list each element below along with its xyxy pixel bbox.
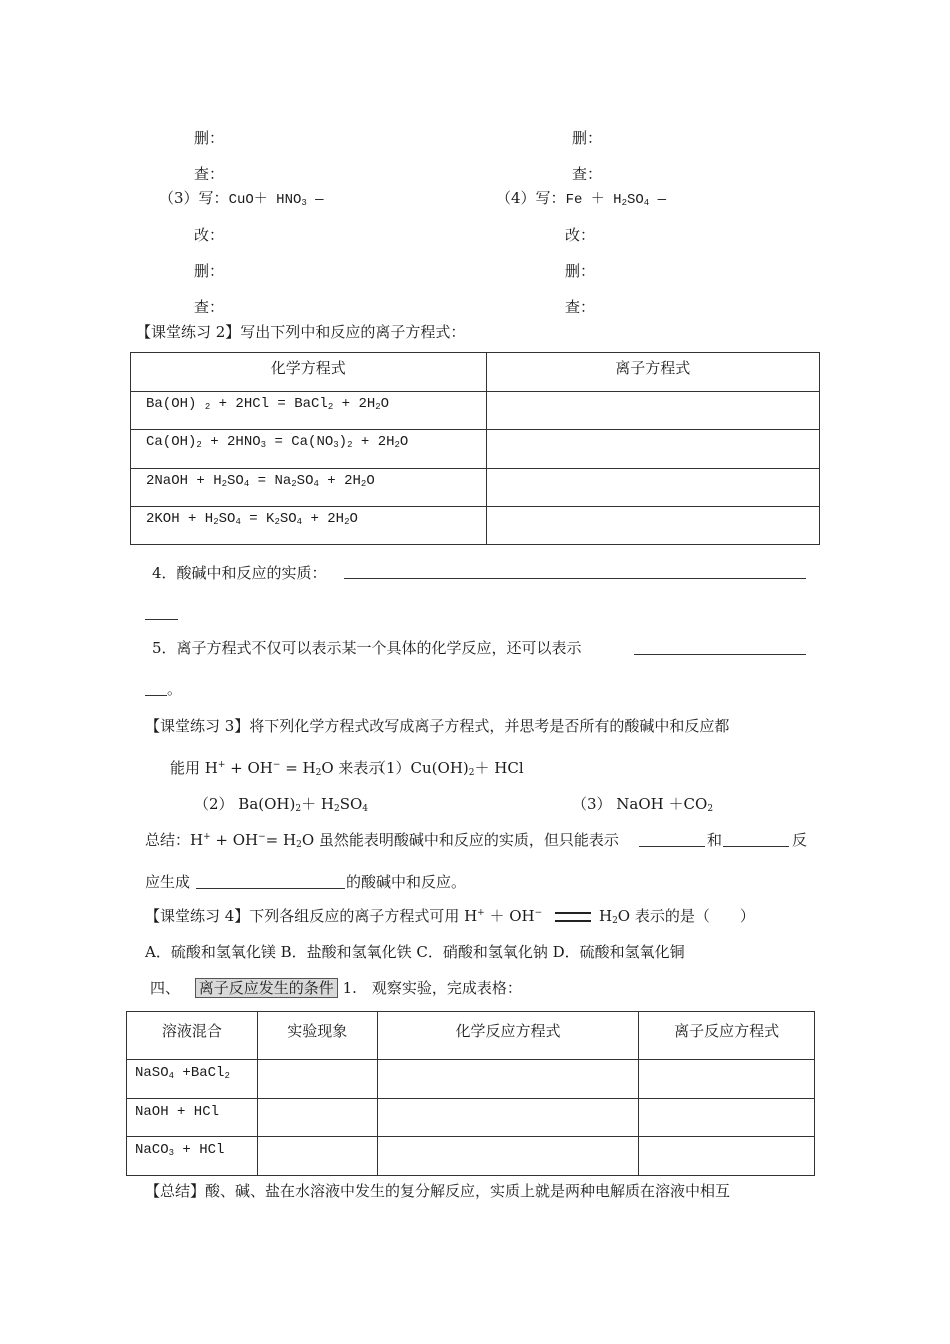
experiment-table (126, 1011, 815, 1176)
item-4-write-label: 写： (535, 189, 566, 207)
summary-line-2-end: 的酸碱中和反应。 (346, 873, 467, 891)
question-5-end: 。 (167, 680, 183, 698)
double-line-equals (555, 912, 591, 922)
summary-fan: 反 (792, 831, 808, 849)
ion-cell-1[interactable] (639, 1060, 815, 1099)
header-ionic-equation: 离子反应方程式 (639, 1012, 815, 1060)
op-delete-left-1: 删： (194, 129, 225, 147)
question-4: 4．酸碱中和反应的实质： (152, 564, 327, 582)
op-change-left: 改： (194, 226, 225, 244)
table-header-ionic-equation: 离子方程式 (486, 353, 819, 392)
question-4-blank-cont[interactable] (145, 619, 178, 620)
chem-cell-3[interactable] (377, 1137, 639, 1176)
op-check-right-1: 查： (572, 165, 603, 183)
exercise-3-part-3: （3） NaOH $+CO_2$ (572, 795, 714, 814)
answer-cell-1[interactable] (486, 392, 819, 430)
ion-cell-2[interactable] (639, 1099, 815, 1137)
op-change-right: 改： (565, 226, 596, 244)
answer-cell-3[interactable] (486, 469, 819, 507)
item-3-number: （3） (159, 189, 199, 207)
header-phenomenon: 实验现象 (257, 1012, 377, 1060)
exercise-2-table (130, 352, 820, 545)
table-header-chemical-equation: 化学方程式 (131, 353, 487, 392)
exercise-4-options: A．硫酸和氢氧化镁 B．盐酸和氢氧化铁 C．硝酸和氢氧化钠 D．硫酸和氢氧化铜 (145, 943, 685, 961)
item-3-equation: $CuO+ HNO_3$ — (228, 192, 324, 208)
equation-row-2: $Ca(OH)_2 + 2HNO_3 = Ca(NO_3)_2 + 2H_2O$ (131, 430, 487, 469)
exercise-3-title: 【课堂练习 3】将下列化学方程式改写成离子方程式，并思考是否所有的酸碱中和反应都 (145, 717, 730, 735)
ion-cell-3[interactable] (639, 1137, 815, 1176)
chem-cell-1[interactable] (377, 1060, 639, 1099)
phenomenon-cell-2[interactable] (257, 1099, 377, 1137)
equation-row-4: $2KOH + H_2SO_4 = K_2SO_4 + 2H_2O$ (131, 507, 487, 545)
summary-line-1: 总结：$H^+ + OH^-= H_2O$ 虽然能表明酸碱中和反应的实质，但只能表示 (145, 831, 619, 850)
item-4-number: （4） (496, 189, 536, 207)
question-5-blank-cont[interactable] (145, 695, 167, 696)
header-chemical-equation: 化学反应方程式 (377, 1012, 639, 1060)
op-check-left-1: 查： (194, 165, 225, 183)
answer-cell-4[interactable] (486, 507, 819, 545)
exercise-3-line-2: 能用 $H^+ + OH^- = H_2O$ 来表示 (170, 759, 384, 778)
answer-cell-2[interactable] (486, 430, 819, 469)
equation-row-1: Ba(OH) $_2$ + 2HCl = BaCl$_2$ + $2H_2O$ (131, 392, 487, 430)
item-3-line (159, 188, 324, 210)
question-5-blank[interactable] (634, 654, 806, 655)
exercise-2-title: 【课堂练习 2】写出下列中和反应的离子方程式： (136, 323, 466, 341)
section-4-number: 四、 (150, 979, 181, 997)
mix-row-1: NaSO$_4$ +BaCl$_2$ (127, 1060, 258, 1099)
chem-cell-2[interactable] (377, 1099, 639, 1137)
item-4-line (496, 188, 666, 210)
question-5: 5．离子方程式不仅可以表示某一个具体的化学反应，还可以表示 (152, 639, 582, 657)
summary-blank-3[interactable] (196, 888, 345, 889)
section-4-instruction: 1. 观察实验，完成表格： (342, 979, 522, 997)
equation-row-3: 2NaOH + $H_2SO_4 = Na_2SO_4 + 2H_2O$ (131, 469, 487, 507)
item-3-write-label: 写： (198, 189, 229, 207)
exercise-3-part-2: （2） $Ba(OH)_2+ H_2SO_4$ (194, 795, 369, 814)
item-4-equation: $Fe + H_2SO_4$ — (565, 192, 667, 208)
section-4-heading (150, 978, 522, 998)
header-solution-mix: 溶液混合 (127, 1012, 258, 1060)
exercise-3-part-1: $(1)Cu(OH)_2+$ HCl (371, 759, 524, 778)
summary-blank-1[interactable] (639, 846, 705, 847)
phenomenon-cell-3[interactable] (257, 1137, 377, 1176)
op-check-left-2: 查： (194, 298, 225, 316)
op-delete-right-2: 删： (565, 262, 596, 280)
mix-row-2: NaOH + HCl (127, 1099, 258, 1137)
final-summary: 【总结】酸、碱、盐在水溶液中发生的复分解反应，实质上就是两种电解质在溶液中相互 (145, 1182, 731, 1200)
question-4-blank[interactable] (344, 578, 806, 579)
section-4-highlight: 离子反应发生的条件 (195, 978, 338, 998)
summary-line-2-start: 应生成 (145, 873, 191, 891)
phenomenon-cell-1[interactable] (257, 1060, 377, 1099)
summary-blank-2[interactable] (723, 846, 789, 847)
exercise-4-title: 【课堂练习 4】下列各组反应的离子方程式可用 H+ ＋ OH− $H_2O$ 表示的是（ ） (145, 907, 755, 926)
op-delete-left-2: 删： (194, 262, 225, 280)
mix-row-3: NaCO$_3$ + HCl (127, 1137, 258, 1176)
summary-and: 和 (707, 831, 723, 849)
op-check-right-2: 查： (565, 298, 596, 316)
op-delete-right-1: 删： (572, 129, 603, 147)
